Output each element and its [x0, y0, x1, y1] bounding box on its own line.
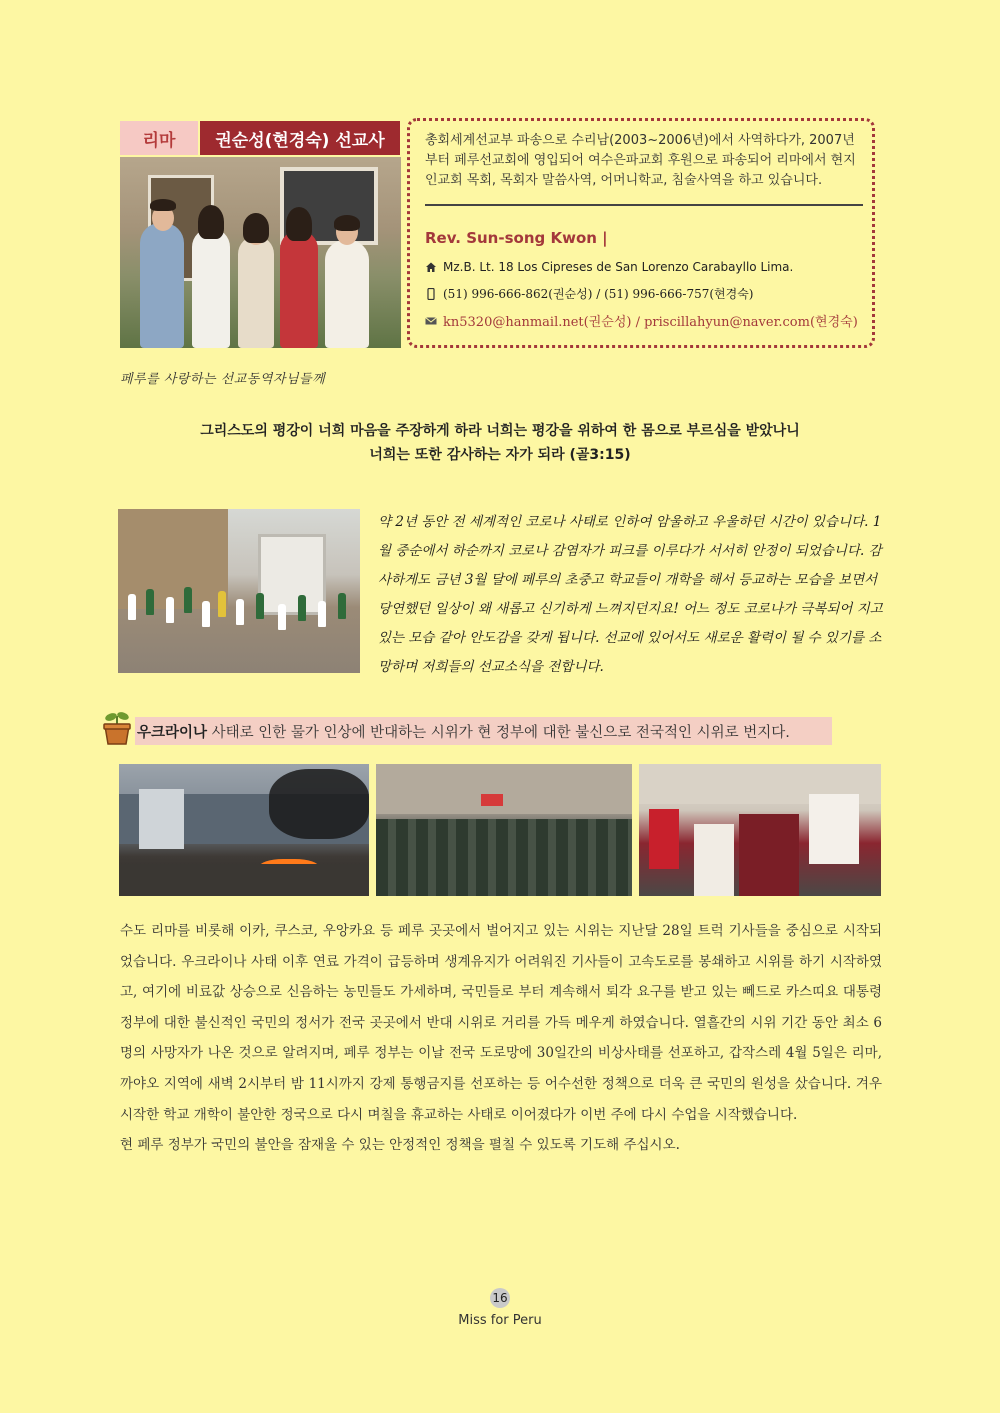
photo-caption: 페루를 사랑하는 선교동역자님들께 [120, 372, 326, 387]
protest-photo-flags [639, 764, 881, 896]
home-icon [425, 261, 437, 273]
mail-icon [425, 315, 437, 327]
email-row [425, 311, 858, 330]
verse-line-2: 너희는 또한 감사하는 자가 되라 (골3:15) [369, 447, 631, 463]
missionary-name-tag: 권순성(현경숙) 선교사 [200, 121, 400, 155]
article-paragraph-1: 수도 리마를 비롯해 이카, 쿠스코, 우앙카요 등 페루 곳곳에서 벌어지고 있는 시위는 지난달 28일 트럭 기사들을 중심으로 시작되었습니다. 우크라이나 사태 이후 연료 가격이 급등하며 생계유지가 어려워진 기사들이 고속도로를 봉쇄하고 시위를 하기 시작하였고, 여기에 비료값 상승으로 신음하는 농민들도 가세하며, 국민들로 부터 계속해서 퇴각 요구를 받고 있는 뻬드로 카스띠요 대통령 정부에 대한 불신적인 국민의 정서가 전국 곳곳에서 반대 시위로 거리를 가득 메우게 하였습니다. 열흘간의 시위 기간 동안 최소 6명의 사망자가 나온 것으로 알려지며, 페루 정부는 이날 전국 도로망에 30일간의 비상사태를 선포하고, 갑작스레 4월 5일은 리마, 까야오 지역에 새벽 2시부터 밤 11시까지 강제 통행금지를 선포하는 등 어수선한 정책으로 더욱 큰 국민의 원성을 샀습니다. 겨우 시작한 학교 개학이 불안한 정국으로 다시 며칠을 휴교하는 사태로 이어졌다가 이번 주에 다시 수업을 시작했습니다. [120, 923, 882, 1123]
headline [137, 721, 790, 742]
profile-name-en: Rev. Sun-song Kwon | [425, 229, 608, 247]
city-tag: 리마 [120, 121, 198, 155]
verse-line-1: 그리스도의 평강이 너희 마음을 주장하게 하라 너희는 평강을 위하여 한 몸으로 부르심을 받았나니 [200, 423, 800, 439]
phone-row [425, 285, 754, 302]
email-text[interactable]: kn5320@hanmail.net(권순성) / priscillahyun@naver.com(현경숙) [443, 315, 858, 330]
headline-rest: 사태로 인한 물가 인상에 반대하는 시위가 현 정부에 대한 불신으로 전국적인 시위로 번지다. [207, 725, 790, 741]
story-paragraph: 약 2년 동안 전 세계적인 코로나 사태로 인하여 암울하고 우울하던 시간이 있습니다. 1월 중순에서 하순까지 코로나 감염자가 피크를 이루다가 서서히 안정이 되었습니다. 감사하게도 금년 3월 달에 페루의 초중고 학교들이 개학을 해서 등교하는 모습을 보면서 당연했던 일상이 왜 새롭고 신기하게 느껴지던지요! 어느 정도 코로나가 극복되어 지고 있는 모습 같아 안도감을 갖게 됩니다. 선교에 있어서도 새로운 활력이 될 수 있기를 소망하며 저희들의 선교소식을 전합니다. [378, 514, 883, 675]
school-photo [118, 509, 360, 673]
phone-text: (51) 996-666-862(권순성) / (51) 996-666-757(현경숙) [443, 287, 754, 301]
article-body [120, 916, 882, 1161]
headline-bold: 우크라이나 [137, 725, 208, 741]
profile-intro: 총회세계선교부 파송으로 수리남(2003~2006년)에서 사역하다가, 2007년부터 페루선교회에 영입되어 여수은파교회 후원으로 파송되어 리마에서 현지인교회 목회, 목회자 말씀사역, 어머니학교, 침술사역을 하고 있습니다. [425, 133, 856, 188]
address-text: Mz.B. Lt. 18 Los Cipreses de San Lorenzo Carabayllo Lima. [443, 260, 794, 274]
page-number: 16 [490, 1288, 510, 1308]
phone-icon [425, 288, 437, 300]
protest-photo-fire [119, 764, 369, 896]
protest-photo-police [376, 764, 632, 896]
family-photo [120, 157, 401, 348]
footer-title: Miss for Peru [458, 1313, 542, 1328]
sprout-pot-icon [100, 710, 134, 746]
address-row [425, 260, 793, 274]
divider [425, 204, 863, 206]
article-paragraph-2: 현 페루 정부가 국민의 불안을 잠재울 수 있는 안정적인 정책을 펼칠 수 있도록 기도해 주십시오. [120, 1137, 680, 1154]
